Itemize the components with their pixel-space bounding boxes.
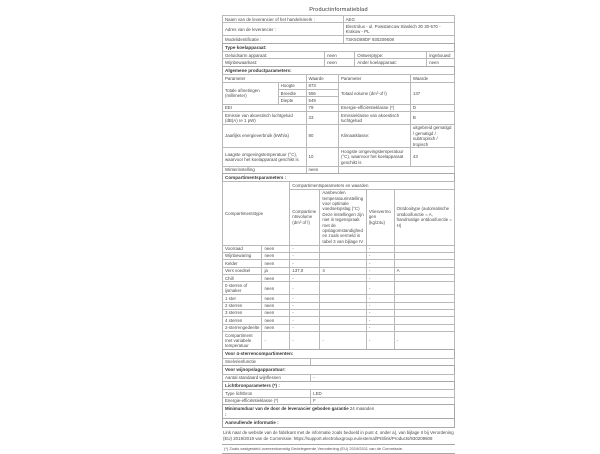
compartment-defrost-type: [394, 295, 454, 302]
section-header-type-koelapparaat: Type koelapparaat:: [222, 43, 455, 53]
compartment-present: ja: [262, 267, 290, 274]
dimension-label: Breedte: [278, 90, 306, 97]
compartment-defrost-type: -: [394, 332, 454, 350]
param-value: ingebouwd: [427, 52, 455, 59]
supplier-value: AEG: [343, 16, 454, 23]
compartment-freezing-capacity: -: [366, 252, 394, 259]
param-label: Klimaatklasse:: [338, 124, 410, 148]
table-row: [223, 309, 455, 316]
compartment-type: 1 ster: [223, 295, 262, 302]
column-header: Compartimentsvolume (dm³ of l): [290, 189, 320, 245]
compartment-type: Vers voedsel: [223, 267, 262, 274]
compartment-type: 4 sterren: [223, 317, 262, 324]
guarantee-value: 24 maanden: [349, 406, 375, 412]
section-header-algemene-productparameters: Algemene productparameters:: [222, 66, 455, 76]
param-label: Type lichtbron: [223, 390, 311, 397]
compartment-present: neen: [262, 260, 290, 267]
guarantee-row: [222, 404, 455, 419]
table-row: [223, 324, 455, 331]
compartment-temp-setting: 4: [320, 267, 366, 274]
param-label: Wijnbewaarkast:: [223, 59, 325, 66]
param-value: 79: [306, 104, 338, 111]
table-row: [223, 16, 455, 23]
compartment-freezing-capacity: -: [366, 332, 394, 350]
table-row: [223, 267, 455, 274]
column-header: Parameter: [223, 75, 307, 82]
compartment-defrost-type: [394, 252, 454, 259]
param-value: neen: [325, 59, 355, 66]
param-label: Ontwerptype:: [355, 52, 427, 59]
compartment-defrost-type: [394, 275, 454, 282]
compartment-type: 0 sterren of ijsmaker: [223, 282, 262, 295]
product-information-sheet: [222, 7, 455, 454]
compartment-freezing-capacity: -: [366, 309, 394, 316]
param-value: 80: [306, 124, 338, 148]
compartment-temp-setting: [320, 317, 366, 324]
param-label: Aantal standaard wijnflessen: [223, 374, 311, 381]
compartment-defrost-type: [394, 324, 454, 331]
param-value: F: [311, 397, 455, 404]
param-value: neen: [427, 59, 455, 66]
table-row: [223, 282, 455, 295]
compartment-temp-setting: [320, 324, 366, 331]
compartment-volume: -: [290, 282, 320, 295]
compartment-temp-setting: [320, 260, 366, 267]
supplier-value: TSK5O88DF 930209608: [343, 36, 454, 43]
param-value: 33: [306, 112, 338, 125]
table-row: [223, 112, 455, 125]
page-title: Productinformatieblad: [309, 7, 368, 13]
column-header: Ontdooitype (automatische ontdooifunctie = A, handmatige ontdooifunctie = H): [394, 189, 454, 245]
supplier-label: Naam van de leverancier of het handelsmerk :: [223, 16, 344, 23]
compartment-present: neen: [262, 295, 290, 302]
param-label: Geluidsarm apparaat:: [223, 52, 325, 59]
compartment-defrost-type: [394, 260, 454, 267]
section-header-four-star: Voor 4-sterrencompartimenten:: [222, 349, 455, 359]
param-label: Laagste omgevingstemperatuur (°C), waarvoor het koelapparaat geschikt is: [223, 148, 307, 166]
param-label: Ander koelapparaat:: [355, 59, 427, 66]
compartment-temp-setting: [320, 252, 366, 259]
column-header: Waarde: [306, 75, 338, 82]
dimension-label: Diepte: [278, 97, 306, 104]
span-column-header: Compartimentsparameters en waarden: [290, 182, 455, 189]
dimension-value: 549: [306, 97, 338, 104]
light-source-table: [222, 389, 455, 405]
compartment-present: neen: [262, 302, 290, 309]
param-label: Emissie van akoestisch luchtgeluid (dB(A) re 1 pW): [223, 112, 307, 125]
compartment-freezing-capacity: -: [366, 275, 394, 282]
compartment-freezing-capacity: -: [366, 267, 394, 274]
compartment-volume: -: [290, 332, 320, 350]
supplier-label: Adres van de leverancier :: [223, 23, 344, 36]
compartment-temp-setting: [320, 302, 366, 309]
column-header: Vriesvermogen (kg/24u): [366, 189, 394, 245]
supplier-website-link-text: Link naar de website van de fabrikant met de informatie zoals bedoeld in punt 4, onder a), van bijlage II bij Verordening (EU) 2019/2019 van de Commissie: https://support.electroluxgroup.eu/external/PISlink/Products/930209608: [223, 429, 454, 441]
compartment-present: neen: [262, 309, 290, 316]
table-row: [223, 52, 455, 59]
table-row: [223, 148, 455, 166]
compartment-volume: -: [290, 295, 320, 302]
column-header: Waarde: [410, 75, 454, 82]
compartment-defrost-type: [394, 309, 454, 316]
param-label: Energie-efficiëntieklasse (*): [223, 397, 311, 404]
supplier-table: [222, 15, 455, 44]
param-value: D: [410, 104, 454, 111]
section-header-additional-info: Aanvullende informatie :: [222, 418, 455, 428]
compartment-type: 3 sterren: [223, 309, 262, 316]
compartment-freezing-capacity: -: [366, 324, 394, 331]
param-value: B: [410, 112, 454, 125]
compartment-type: 2-sterrengedeelte: [223, 324, 262, 331]
guarantee-label: Minimumduur van de door de leverancier geboden garantie :: [225, 406, 349, 417]
general-parameters-table: [222, 74, 455, 174]
table-row: [223, 104, 455, 111]
table-row: [223, 252, 455, 259]
compartment-freezing-capacity: -: [366, 245, 394, 252]
param-label: Snelvriesfunctie: [223, 358, 311, 365]
section-header-compartimentsparameters: Compartimentsparameters :: [222, 173, 455, 183]
compartment-volume: -: [290, 245, 320, 252]
param-label: Totaal volume (dm³ of l): [338, 82, 410, 104]
compartment-freezing-capacity: -: [366, 282, 394, 295]
compartment-freezing-capacity: -: [366, 295, 394, 302]
table-row: [223, 75, 455, 82]
param-label: Emissieklasse van akoestisch luchtgeluid: [338, 112, 410, 125]
compartment-freezing-capacity: -: [366, 260, 394, 267]
column-header: Aanbevolen temperatuurinstelling voor optimale voedselopslag (°C) Deze instellingen zijn niet in tegenspraak met de opslagomstandigheden zoals vermeld in tabel 3 van bijlage IV: [320, 189, 366, 245]
compartment-temp-setting: [320, 282, 366, 295]
column-header: Compartimentstype: [223, 182, 290, 245]
compartment-present: neen: [262, 282, 290, 295]
compartment-temp-setting: [320, 309, 366, 316]
param-value: -: [311, 374, 455, 381]
param-label: Hoogste omgevingstemperatuur (°C), waarvoor het koelapparaat geschikt is: [338, 148, 410, 166]
compartment-parameters-table: [222, 181, 455, 350]
compartment-present: neen: [262, 252, 290, 259]
param-value: uitgebreid gematigd / gematigd / subtropisch / tropisch: [410, 124, 454, 148]
compartment-present: -: [262, 332, 290, 350]
compartment-present: neen: [262, 324, 290, 331]
table-row: [223, 302, 455, 309]
compartment-type: Kelder: [223, 260, 262, 267]
compartment-temp-setting: [320, 295, 366, 302]
compartment-temp-setting: [320, 275, 366, 282]
compartment-present: neen: [262, 275, 290, 282]
compartment-volume: -: [290, 302, 320, 309]
param-value: 10: [306, 148, 338, 166]
dimension-value: 556: [306, 90, 338, 97]
compartment-defrost-type: [394, 317, 454, 324]
table-row: [223, 260, 455, 267]
compartment-defrost-type: [394, 245, 454, 252]
param-label: Winterinstelling: [223, 166, 307, 173]
compartment-volume: -: [290, 309, 320, 316]
table-row: [223, 124, 455, 148]
compartment-volume: -: [290, 275, 320, 282]
compartment-volume: -: [290, 324, 320, 331]
appliance-type-table: [222, 51, 455, 67]
compartment-present: neen: [262, 317, 290, 324]
param-value: 43: [410, 148, 454, 166]
table-row: [223, 390, 455, 397]
param-value: neen: [325, 52, 355, 59]
compartment-defrost-type: [394, 282, 454, 295]
table-row: [223, 295, 455, 302]
compartment-type: 2 sterren: [223, 302, 262, 309]
column-header: Parameter: [338, 75, 410, 82]
section-header-wine: Voor wijnopslagapparatuur:: [222, 365, 455, 375]
table-row: [223, 317, 455, 324]
param-value: neen: [306, 166, 338, 173]
compartment-volume: -: [290, 317, 320, 324]
table-row: [223, 275, 455, 282]
param-value: 137: [410, 82, 454, 104]
table-row: [223, 82, 455, 89]
param-value: LED: [311, 390, 455, 397]
compartment-volume: -: [290, 252, 320, 259]
table-row: [223, 332, 455, 350]
dimension-value: 873: [306, 82, 338, 89]
compartment-volume: 137,0: [290, 267, 320, 274]
param-label: Totale afmetingen (millimeter): [223, 82, 279, 104]
compartment-temp-setting: -: [320, 332, 366, 350]
compartment-type: Chill: [223, 275, 262, 282]
supplier-label: Modelidentificatie :: [223, 36, 344, 43]
compartment-type: Compartiment met variabele temperatuur: [223, 332, 262, 350]
supplier-value: Electrolux - ul. Powstancow Slaskich 30 30-570 - Krakow - PL: [343, 23, 454, 36]
param-label: Energie-efficiëntieklasse (*): [338, 104, 410, 111]
table-row: [223, 245, 455, 252]
compartment-defrost-type: A: [394, 267, 454, 274]
param-label: EEI: [223, 104, 307, 111]
dimension-label: Hoogte: [278, 82, 306, 89]
param-label: Jaarlijks energieverbruik (kWh/a): [223, 124, 307, 148]
compartment-temp-setting: [320, 245, 366, 252]
compartment-freezing-capacity: -: [366, 302, 394, 309]
table-row: [223, 23, 455, 36]
section-header-light-source: Lichtbronparameters (*) :: [222, 381, 455, 391]
regulation-footnote: (*) Zoals vastgesteld overeenkomstig Gedelegeerde Verordening (EU) 2019/2011 van de Commissie.: [222, 444, 455, 454]
compartment-defrost-type: [394, 302, 454, 309]
compartment-volume: -: [290, 260, 320, 267]
table-row: [223, 182, 455, 189]
compartment-freezing-capacity: -: [366, 317, 394, 324]
compartment-present: neen: [262, 245, 290, 252]
compartment-type: Wijnbewaring: [223, 252, 262, 259]
compartment-type: Voorraad: [223, 245, 262, 252]
